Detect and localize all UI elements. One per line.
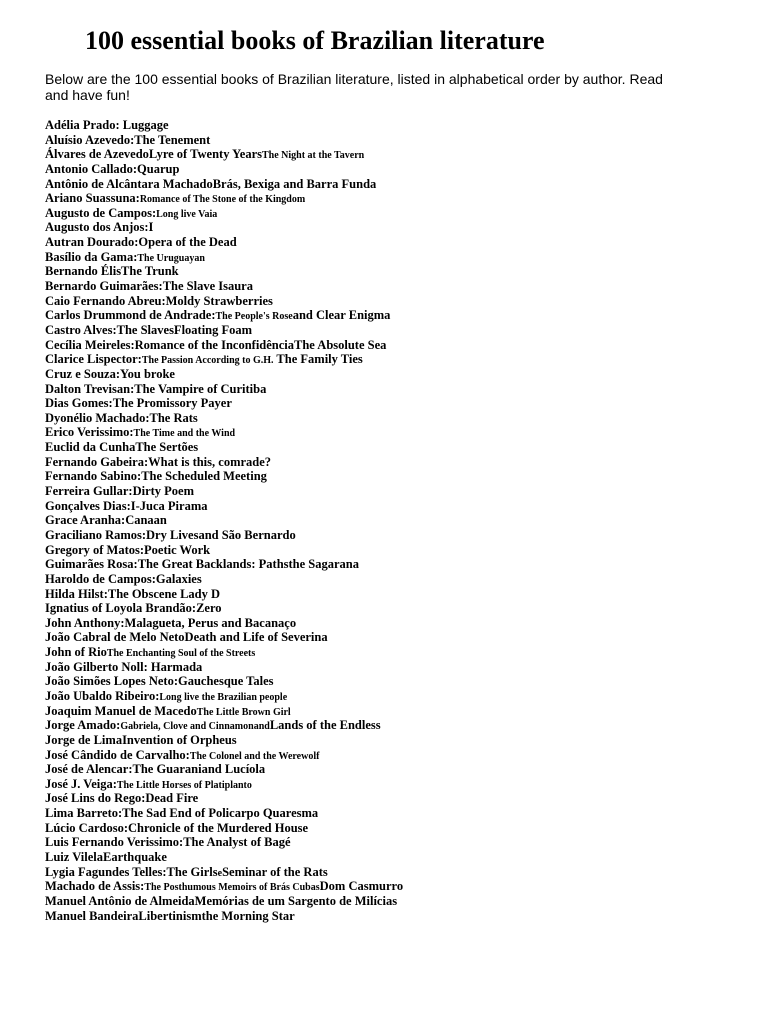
- entry-text: Antonio Callado:Quarup: [45, 161, 180, 176]
- entry-text: Grace Aranha:Canaan: [45, 513, 167, 528]
- list-item: [45, 821, 745, 836]
- list-item: [45, 177, 745, 192]
- list-item: [45, 894, 745, 909]
- list-item: [45, 850, 745, 865]
- entry-text: José J. Veiga:: [45, 776, 117, 791]
- entry-text: Fernando Sabino:The Scheduled Meeting: [45, 469, 267, 484]
- entry-text: João Simões Lopes Neto:Gauchesque Tales: [45, 674, 274, 689]
- entry-text: Augusto de Campos:: [45, 205, 157, 220]
- entry-text: Dyonélio Machado:The Rats: [45, 410, 198, 425]
- entry-text: José de Alencar:The Guaraniand Lucíola: [45, 762, 266, 777]
- entry-text: Joaquim Manuel de Macedo: [45, 703, 197, 718]
- entry-text: Ariano Suassuna:: [45, 191, 140, 206]
- entry-text: José Cândido de Carvalho:: [45, 747, 190, 762]
- entry-text: Euclid da CunhaThe Sertões: [45, 440, 199, 455]
- entry-text: and: [253, 721, 270, 733]
- entry-text: The Family Ties: [273, 352, 363, 367]
- list-item: [45, 645, 745, 660]
- entry-text: Long live the Brazilian people: [159, 691, 288, 703]
- entry-text: João Ubaldo Ribeiro:: [45, 688, 160, 703]
- list-item: [45, 382, 745, 397]
- list-item: [45, 806, 745, 821]
- entry-text: Gabriela, Clove and Cinnamon: [120, 721, 254, 733]
- entry-text: Graciliano Ramos:Dry Livesand São Bernardo: [45, 527, 296, 542]
- entry-text: Seminar of the Rats: [222, 864, 328, 879]
- entry-text: Manuel Antônio de AlmeidaMemórias de um Sargento de Milícias: [45, 893, 398, 908]
- list-item: [45, 865, 745, 880]
- entry-text: Luis Fernando Verissimo:The Analyst of Bagé: [45, 835, 291, 850]
- list-item: [45, 909, 745, 924]
- entry-text: Jorge de LimaInvention of Orpheus: [45, 732, 237, 747]
- entry-text: Aluísio Azevedo:The Tenement: [45, 132, 211, 147]
- page-title: 100 essential books of Brazilian literature: [85, 26, 545, 55]
- entry-text: Basílio da Gama:: [45, 249, 138, 264]
- list-item: [45, 469, 745, 484]
- entry-text: Hilda Hilst:The Obscene Lady D: [45, 586, 221, 601]
- list-item: [45, 762, 745, 777]
- entry-text: The Time and the Wind: [133, 428, 236, 440]
- entry-text: John Anthony:Malagueta, Perus and Bacanaço: [45, 615, 297, 630]
- list-item: [45, 220, 745, 235]
- list-item: [45, 294, 745, 309]
- list-item: [45, 264, 745, 279]
- entry-text: Álvares de AzevedoLyre of Twenty Years: [45, 147, 262, 162]
- entry-text: e: [217, 867, 223, 879]
- entry-text: The Little Brown Girl: [196, 706, 291, 718]
- entry-text: Guimarães Rosa:The Great Backlands: Pathsthe Sagarana: [45, 557, 360, 572]
- list-item: [45, 791, 745, 806]
- list-item: [45, 543, 745, 558]
- entry-text: Long live Vaia: [156, 208, 218, 220]
- entry-text: Caio Fernando Abreu:Moldy Strawberries: [45, 293, 273, 308]
- entry-text: and Clear Enigma: [292, 308, 391, 323]
- list-item: [45, 308, 745, 323]
- list-item: [45, 557, 745, 572]
- entry-text: Augusto dos Anjos:I: [45, 220, 154, 235]
- list-item: [45, 689, 745, 704]
- list-item: [45, 601, 745, 616]
- entry-text: The Posthumous Memoirs of Brás Cubas: [144, 882, 320, 894]
- list-item: [45, 206, 745, 221]
- intro-paragraph: Below are the 100 essential books of Brazilian literature, listed in alphabetical order by author. Read and have fun!: [45, 71, 663, 103]
- entry-text: Antônio de Alcântara MachadoBrás, Bexiga and Barra Funda: [45, 176, 377, 191]
- entry-text: Carlos Drummond de Andrade:: [45, 308, 216, 323]
- list-item: [45, 704, 745, 719]
- entry-text: Gonçalves Dias:I-Juca Pirama: [45, 498, 208, 513]
- entry-text: Jorge Amado:: [45, 718, 121, 733]
- list-item: [45, 513, 745, 528]
- entry-text: Lima Barreto:The Sad End of Policarpo Quaresma: [45, 806, 319, 821]
- list-item: [45, 440, 745, 455]
- entry-text: Dias Gomes:The Promissory Payer: [45, 396, 232, 411]
- list-item: [45, 733, 745, 748]
- entry-text: The People's Rose: [215, 311, 293, 323]
- entry-text: Lands of the Endless: [269, 718, 381, 733]
- list-item: [45, 338, 745, 353]
- entry-text: Fernando Gabeira:What is this, comrade?: [45, 454, 272, 469]
- book-list: [45, 118, 745, 923]
- entry-text: Lúcio Cardoso:Chronicle of the Murdered House: [45, 820, 309, 835]
- list-item: [45, 499, 745, 514]
- entry-text: Cruz e Souza:You broke: [45, 366, 175, 381]
- list-item: [45, 528, 745, 543]
- list-item: [45, 879, 745, 894]
- entry-text: Bernardo Guimarães:The Slave Isaura: [45, 279, 253, 294]
- list-item: [45, 352, 745, 367]
- entry-text: Castro Alves:The SlavesFloating Foam: [45, 322, 253, 337]
- entry-text: José Lins do Rego:Dead Fire: [45, 791, 199, 806]
- list-item: [45, 630, 745, 645]
- entry-text: Autran Dourado:Opera of the Dead: [45, 235, 237, 250]
- list-item: [45, 162, 745, 177]
- entry-text: Bernando ÉlisThe Trunk: [45, 264, 179, 279]
- list-item: [45, 279, 745, 294]
- entry-text: Lygia Fagundes Telles:The Girls: [45, 864, 218, 879]
- entry-text: Romance of The Stone of the Kingdom: [139, 194, 306, 206]
- entry-text: Ignatius of Loyola Brandão:Zero: [45, 601, 222, 616]
- list-item: [45, 674, 745, 689]
- list-item: [45, 396, 745, 411]
- list-item: [45, 484, 745, 499]
- list-item: [45, 250, 745, 265]
- entry-text: João Gilberto Noll: Harmada: [45, 659, 203, 674]
- list-item: [45, 660, 745, 675]
- list-item: [45, 425, 745, 440]
- list-item: [45, 835, 745, 850]
- list-item: [45, 133, 745, 148]
- list-item: [45, 323, 745, 338]
- entry-text: Adélia Prado: Luggage: [45, 118, 169, 132]
- entry-text: The Colonel and the Werewolf: [189, 750, 320, 762]
- list-item: [45, 235, 745, 250]
- list-item: [45, 748, 745, 763]
- list-item: [45, 147, 745, 162]
- entry-text: The Little Horses of Platiplanto: [116, 779, 252, 791]
- list-item: [45, 191, 745, 206]
- list-item: [45, 587, 745, 602]
- entry-text: The Night at the Tavern: [262, 150, 365, 162]
- entry-text: Luiz VilelaEarthquake: [45, 850, 167, 865]
- list-item: [45, 455, 745, 470]
- entry-text: The Passion According to G.H.: [141, 355, 274, 367]
- entry-text: Dalton Trevisan:The Vampire of Curitiba: [45, 381, 267, 396]
- entry-text: John of Rio: [45, 645, 107, 660]
- entry-text: The Enchanting Soul of the Streets: [106, 648, 256, 660]
- entry-text: João Cabral de Melo NetoDeath and Life of Severina: [45, 630, 328, 645]
- entry-text: Dom Casmurro: [319, 879, 404, 894]
- entry-text: The Uruguayan: [137, 252, 205, 264]
- entry-text: Gregory of Matos:Poetic Work: [45, 542, 211, 557]
- entry-text: Machado de Assis:: [45, 879, 145, 894]
- entry-text: Cecília Meireles:Romance of the InconfidênciaThe Absolute Sea: [45, 337, 387, 352]
- entry-text: Clarice Lispector:: [45, 352, 142, 367]
- list-item: [45, 118, 745, 133]
- list-item: [45, 718, 745, 733]
- list-item: [45, 616, 745, 631]
- list-item: [45, 367, 745, 382]
- entry-text: Manuel BandeiraLibertinismthe Morning Star: [45, 908, 295, 923]
- list-item: [45, 572, 745, 587]
- entry-text: Erico Verissimo:: [45, 425, 134, 440]
- list-item: [45, 777, 745, 792]
- entry-text: Ferreira Gullar:Dirty Poem: [45, 484, 195, 499]
- entry-text: Haroldo de Campos:Galaxies: [45, 571, 202, 586]
- list-item: [45, 411, 745, 426]
